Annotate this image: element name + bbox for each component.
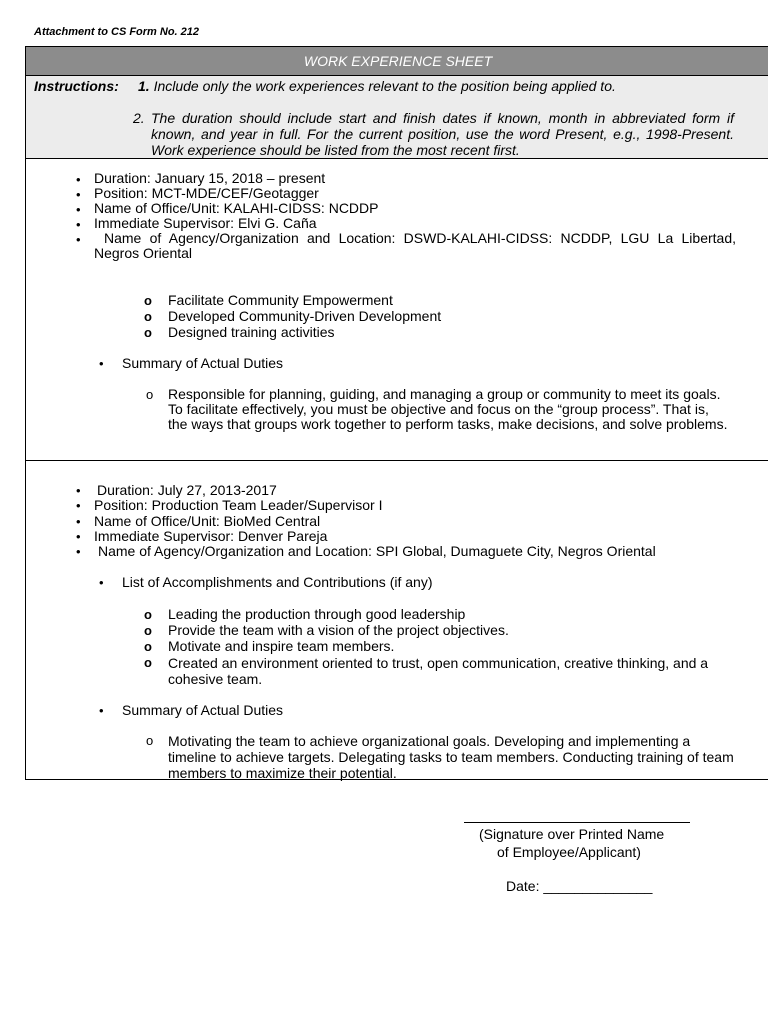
entry2-position: Position: Production Team Leader/Supervisor I <box>94 497 383 513</box>
entry1-accomplishment-3: Designed training activities <box>168 324 335 340</box>
sheet-title: WORK EXPERIENCE SHEET <box>26 47 768 76</box>
entry1-position: Position: MCT-MDE/CEF/Geotagger <box>94 185 319 201</box>
work-experience-sheet <box>25 46 768 780</box>
entry2-agency: Name of Agency/Organization and Location: SPI Global, Dumaguete City, Negros Oriental <box>98 543 656 559</box>
entry1-accomplishment-2: Developed Community-Driven Development <box>168 308 442 324</box>
bullet-icon: • <box>99 575 104 590</box>
signature-label-line2: of Employee/Applicant) <box>497 844 641 860</box>
sub-bullet-icon: o <box>144 655 152 670</box>
bullet-icon: • <box>76 483 81 498</box>
signature-line <box>464 822 690 823</box>
entry2-summary: Motivating the team to achieve organizational goals. Developing and implementing a timeline to achieve targets. Delegating tasks to team members. Conducting training of team members to maximize their potential. <box>168 733 734 781</box>
entry2-office: Name of Office/Unit: BioMed Central <box>94 513 321 529</box>
bullet-icon: • <box>76 544 81 559</box>
bullet-icon: • <box>99 703 104 718</box>
sub-bullet-icon: o <box>146 733 154 748</box>
bullet-icon: • <box>76 529 81 544</box>
entry1-summary: Responsible for planning, guiding, and managing a group or community to meet its goals. To facilitate effectively, you must be objective and focus on the “group process”. That is, the ways that groups work together to perform tasks, make decisions, and solve problems. <box>168 386 728 432</box>
entry2-accomplishment-3: Motivate and inspire team members. <box>168 638 395 654</box>
entry2-summary-label: Summary of Actual Duties <box>122 702 284 718</box>
entry1-office: Name of Office/Unit: KALAHI-CIDSS: NCDDP <box>94 200 379 216</box>
signature-label-line1: (Signature over Printed Name <box>479 826 665 842</box>
bullet-icon: • <box>76 232 81 247</box>
attachment-label: Attachment to CS Form No. 212 <box>34 26 200 38</box>
entry1-duration: Duration: January 15, 2018 – present <box>94 170 326 186</box>
entry1-agency: Name of Agency/Organization and Location: DSWD-KALAHI-CIDSS: NCDDP, LGU La Libertad, Negros Oriental <box>94 230 736 261</box>
bullet-icon: • <box>76 498 81 513</box>
sub-bullet-icon: o <box>144 309 152 324</box>
bullet-icon: • <box>76 172 81 187</box>
sub-bullet-icon: o <box>144 623 152 638</box>
entry2-accomplishment-1: Leading the production through good leadership <box>168 606 466 622</box>
entry1-supervisor: Immediate Supervisor: Elvi G. Caña <box>94 215 317 231</box>
entry2-accomplishment-4: Created an environment oriented to trust, open communication, creative thinking, and a cohesive team. <box>168 655 709 687</box>
sub-bullet-icon: o <box>144 293 152 308</box>
sub-bullet-icon: o <box>144 607 152 622</box>
bullet-icon: • <box>76 187 81 202</box>
entry1-accomplishment-1: Facilitate Community Empowerment <box>168 292 393 308</box>
entry1-summary-label: Summary of Actual Duties <box>122 355 284 371</box>
entry2-supervisor: Immediate Supervisor: Denver Pareja <box>94 528 328 544</box>
sub-bullet-icon: o <box>144 639 152 654</box>
entry2-duration: Duration: July 27, 2013-2017 <box>97 482 277 498</box>
bullet-icon: • <box>76 514 81 529</box>
experience-entry-2 <box>26 461 768 779</box>
sub-bullet-icon: o <box>146 387 154 402</box>
sub-bullet-icon: o <box>144 325 152 340</box>
instruction-2: 2. The duration should include start and finish dates if known, month in abbreviated form if known, and year in full. For the current position, use the word Present, e.g., 1998-Present. Work experience should be listed from the most recent first. <box>133 110 734 158</box>
instructions-label: Instructions: <box>34 78 119 94</box>
date-field: Date: ______________ <box>506 878 653 894</box>
instructions-box <box>26 76 768 159</box>
bullet-icon: • <box>99 356 104 371</box>
instruction-1: 1. Include only the work experiences relevant to the position being applied to. <box>138 78 616 94</box>
experience-entry-1 <box>26 159 768 461</box>
bullet-icon: • <box>76 202 81 217</box>
entry2-accomplishments-label: List of Accomplishments and Contributions (if any) <box>122 574 433 590</box>
bullet-icon: • <box>76 217 81 232</box>
entry2-accomplishment-2: Provide the team with a vision of the project objectives. <box>168 622 509 638</box>
